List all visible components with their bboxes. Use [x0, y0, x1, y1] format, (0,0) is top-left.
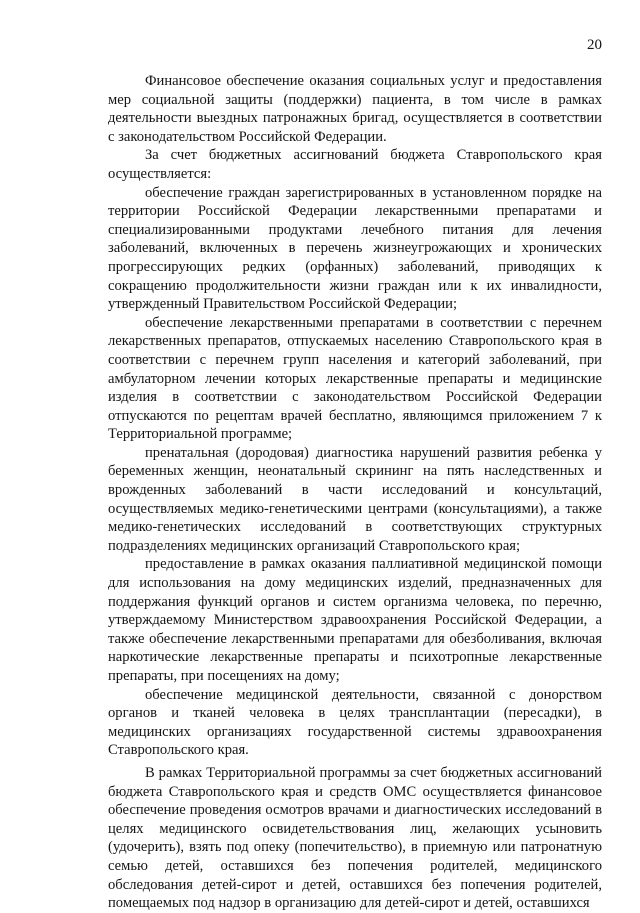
body-text — [108, 72, 602, 913]
page-number: 20 — [587, 37, 602, 53]
paragraph-budget-intro: За счет бюджетных ассигнований бюджета Ставропольского края осуществляется: — [108, 147, 602, 182]
paragraph-medical-examinations: В рамках Территориальной программы за счет бюджетных ассигнований бюджета Ставропольского края и средств ОМС осуществляется финансовое обеспечение проведения осмотров врачами и диагностических исследований в целях медицинского освидетельствования лиц, желающих усыновить (удочерить), взять под опеку (попечительство), в приемную или патронатную семью детей, оставшихся без попечения родителей, медицинского обследования детей-сирот и детей, оставшихся без попечения родителей, помещаемых под надзор в организацию для детей-сирот и детей, оставшихся — [108, 764, 602, 912]
list-item-medicines-supply: обеспечение лекарственными препаратами в соответствии с перечнем лекарственных препаратов, отпускаемых населению Ставропольского края в соответствии с перечнем групп населения и категорий заболеваний, при амбулаторном лечении которых лекарственные препараты и медицинские изделия в соответствии с законодательством Российской Федерации отпускаются по рецептам врачей бесплатно, являющимся приложением 7 к Территориальной программе; — [108, 314, 602, 443]
list-item-palliative-care: предоставление в рамках оказания паллиативной медицинской помощи для использования на дому медицинских изделий, предназначенных для поддержания функций органов и систем организма человека, по перечню, утверждаемому Министерством здравоохранения Российской Федерации, а также обеспечение лекарственными препаратами для обезболивания, включая наркотические лекарственные препараты и психотропные лекарственные препараты, при посещениях на дому; — [108, 556, 602, 684]
list-item-prenatal-diagnostics: пренатальная (дородовая) диагностика нарушений развития ребенка у беременных женщин, неонатальный скрининг на пять наследственных и врожденных заболеваний в части исследований и консультаций, осуществляемых медико-генетическими центрами (консультациями), а также медико-генетических исследований в соответствующих структурных подразделениях медицинских организаций Ставропольского края; — [108, 444, 602, 554]
paragraph-financing-social-services: Финансовое обеспечение оказания социальных услуг и предоставления мер социальной защиты (поддержки) пациента, в том числе в рамках деятельности выездных патронажных бригад, осуществляется в соответствии с законодательством Российской Федерации. — [108, 73, 602, 145]
list-item-organ-donation: обеспечение медицинской деятельности, связанной с донорством органов и тканей человека в целях трансплантации (пересадки), в медицинских организациях государственной системы здравоохранения Ставропольского края. — [108, 686, 602, 759]
list-item-orphan-diseases: обеспечение граждан зарегистрированных в установленном порядке на территории Российской Федерации лекарственными препаратами и специализированными продуктами лечебного питания для лечения заболеваний, включенных в перечень жизнеугрожающих и хронических прогрессирующих редких (орфанных) заболеваний, приводящих к сокращению продолжительности жизни граждан или к их инвалидности, утвержденный Правительством Российской Федерации; — [108, 184, 602, 313]
